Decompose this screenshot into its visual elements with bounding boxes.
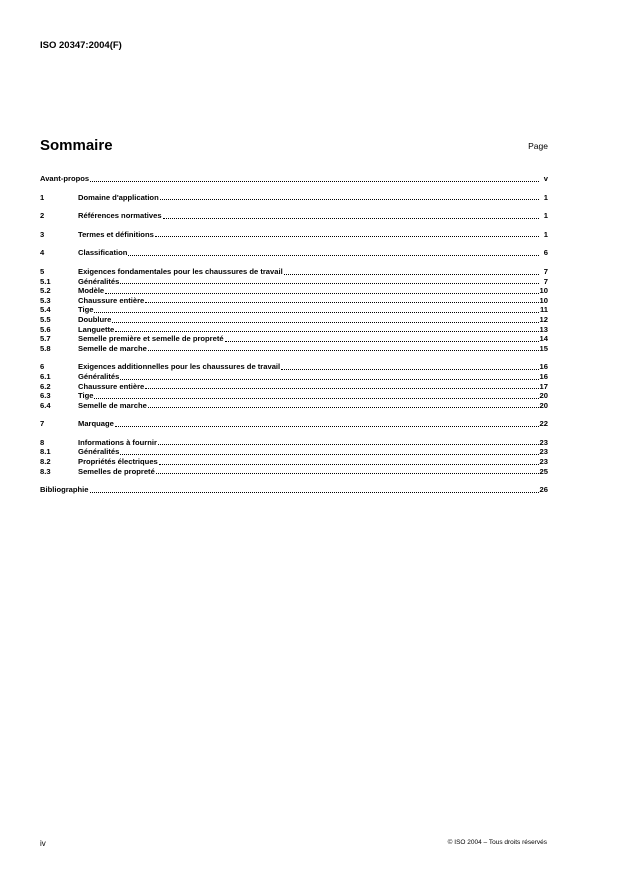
toc-dot-leader	[225, 340, 539, 342]
toc-entry-label: Classification	[78, 248, 128, 258]
toc-entry-page: 6	[543, 248, 548, 258]
toc-entry-number: 6.2	[40, 381, 51, 391]
toc-entry-number: 4	[40, 248, 45, 258]
toc-entry[interactable]	[40, 174, 548, 184]
toc-entry-number: 5.3	[40, 295, 51, 305]
toc-entry[interactable]	[40, 296, 548, 306]
toc-dot-leader	[156, 472, 539, 474]
toc-entry[interactable]	[40, 401, 548, 411]
toc-entry-label: Exigences fondamentales pour les chaussures de travail	[78, 266, 283, 276]
toc-dot-leader	[120, 378, 538, 380]
toc-entry-label: Généralités	[78, 276, 120, 286]
toc-section	[40, 362, 548, 410]
toc-section	[40, 193, 548, 203]
footer-copyright: © ISO 2004 – Tous droits réservés	[447, 839, 547, 846]
page-column-label: Page	[528, 141, 548, 151]
toc-entry[interactable]	[40, 485, 548, 495]
toc-entry[interactable]	[40, 372, 548, 382]
toc-entry-page: 13	[539, 324, 548, 334]
toc-entry-number: 6	[40, 362, 45, 372]
toc-entry[interactable]	[40, 467, 548, 477]
toc-entry-label: Termes et définitions	[78, 229, 154, 239]
toc-entry-label: Chaussure entière	[78, 295, 145, 305]
toc-entry[interactable]	[40, 248, 548, 258]
toc-entry-page: 23	[539, 437, 548, 447]
toc-entry[interactable]	[40, 305, 548, 315]
toc-entry[interactable]	[40, 391, 548, 401]
toc-section	[40, 174, 548, 184]
toc-entry-number: 5	[40, 266, 45, 276]
toc-entry[interactable]	[40, 344, 548, 354]
toc-dot-leader	[155, 235, 539, 237]
toc-entry-number: 8	[40, 437, 45, 447]
toc-dot-leader	[105, 292, 538, 294]
toc-entry[interactable]	[40, 286, 548, 296]
toc-dot-leader	[281, 368, 538, 370]
toc-entry-label: Informations à fournir	[78, 437, 157, 447]
toc-dot-leader	[94, 397, 538, 399]
toc-entry[interactable]	[40, 334, 548, 344]
toc-entry-label: Semelle de marche	[78, 400, 147, 410]
toc-entry-page: 11	[539, 305, 548, 315]
toc-dot-leader	[145, 387, 538, 389]
toc-section	[40, 438, 548, 476]
toc-entry-label: Tige	[78, 391, 94, 401]
toc-entry-label: Semelle première et semelle de propreté	[78, 334, 224, 344]
toc-entry-page: 26	[539, 485, 548, 495]
toc-entry-number: 5.2	[40, 286, 51, 296]
toc-entry[interactable]	[40, 362, 548, 372]
toc-entry-page: 7	[543, 266, 548, 276]
toc-entry-label: Références normatives	[78, 211, 162, 221]
toc-entry[interactable]	[40, 457, 548, 467]
toc-entry-label: Doublure	[78, 314, 112, 324]
toc-section	[40, 419, 548, 429]
footer-page-number: iv	[40, 839, 46, 848]
toc-entry-page: 25	[539, 466, 548, 476]
toc-entry-number: 8.3	[40, 466, 51, 476]
toc-entry[interactable]	[40, 211, 548, 221]
toc-dot-leader	[145, 301, 538, 303]
toc-entry[interactable]	[40, 447, 548, 457]
toc-entry-page: 17	[539, 381, 548, 391]
toc-dot-leader	[148, 406, 539, 408]
toc-entry-number: 6.1	[40, 371, 51, 381]
toc-dot-leader	[90, 491, 539, 493]
toc-entry-number: 5.1	[40, 276, 51, 286]
document-code: ISO 20347:2004(F)	[40, 40, 122, 51]
toc-entry-page: 12	[539, 314, 548, 324]
toc-dot-leader	[90, 180, 539, 182]
toc-entry-page: 7	[543, 276, 548, 286]
toc-section	[40, 230, 548, 240]
toc-entry[interactable]	[40, 325, 548, 335]
toc-entry-label: Exigences additionnelles pour les chaussures de travail	[78, 362, 281, 372]
toc-entry-page: 15	[539, 343, 548, 353]
toc-entry-label: Chaussure entière	[78, 381, 145, 391]
toc-entry-label: Modèle	[78, 286, 105, 296]
toc-entry-page: 1	[543, 192, 548, 202]
toc-entry-number: 6.4	[40, 400, 51, 410]
toc-entry-number: 6.3	[40, 391, 51, 401]
toc-entry-label: Languette	[78, 324, 115, 334]
toc-entry-number: 7	[40, 419, 45, 429]
toc-entry-label: Généralités	[78, 371, 120, 381]
toc-entry[interactable]	[40, 193, 548, 203]
toc-section	[40, 267, 548, 353]
toc-dot-leader	[158, 443, 539, 445]
toc-entry-number: 5.6	[40, 324, 51, 334]
toc-entry-number: 2	[40, 211, 45, 221]
toc-entry-page: 23	[539, 457, 548, 467]
toc-entry-number: 5.8	[40, 343, 51, 353]
toc-entry[interactable]	[40, 315, 548, 325]
toc-entry-number: 5.7	[40, 334, 51, 344]
table-of-contents	[40, 174, 548, 504]
toc-entry-label: Tige	[78, 305, 94, 315]
toc-entry[interactable]	[40, 277, 548, 287]
toc-section	[40, 248, 548, 258]
toc-entry[interactable]	[40, 419, 548, 429]
toc-dot-leader	[160, 198, 539, 200]
toc-entry[interactable]	[40, 267, 548, 277]
toc-entry-label: Avant-propos	[40, 174, 90, 183]
toc-entry-page: v	[543, 174, 548, 183]
toc-entry-number: 3	[40, 229, 45, 239]
toc-entry[interactable]	[40, 230, 548, 240]
toc-entry-number: 5.4	[40, 305, 51, 315]
toc-entry-label: Domaine d'application	[78, 192, 159, 202]
toc-section	[40, 485, 548, 495]
toc-entry-label: Marquage	[78, 419, 114, 429]
toc-entry-number: 1	[40, 192, 45, 202]
toc-entry-page: 16	[539, 362, 548, 372]
toc-entry-label: Semelles de propreté	[78, 466, 155, 476]
toc-entry-page: 16	[539, 371, 548, 381]
toc-entry-number: 8.1	[40, 447, 51, 457]
toc-dot-leader	[120, 282, 539, 284]
toc-dot-leader	[163, 217, 539, 219]
toc-entry-label: Généralités	[78, 447, 120, 457]
toc-dot-leader	[284, 273, 539, 275]
toc-entry-number: 5.5	[40, 314, 51, 324]
toc-entry-label: Bibliographie	[40, 485, 89, 495]
toc-entry-label: Propriétés électriques	[78, 457, 158, 467]
toc-dot-leader	[120, 453, 538, 455]
toc-dot-leader	[115, 330, 538, 332]
toc-entry[interactable]	[40, 438, 548, 448]
toc-entry-page: 20	[539, 391, 548, 401]
toc-dot-leader	[159, 463, 539, 465]
toc-entry-page: 23	[539, 447, 548, 457]
page-title: Sommaire	[40, 137, 113, 154]
toc-dot-leader	[148, 349, 539, 351]
toc-entry-number: 8.2	[40, 457, 51, 467]
toc-entry-page: 10	[539, 295, 548, 305]
toc-dot-leader	[115, 425, 539, 427]
toc-entry-page: 1	[543, 211, 548, 221]
toc-entry-page: 1	[543, 229, 548, 239]
toc-entry-page: 20	[539, 400, 548, 410]
toc-dot-leader	[94, 311, 538, 313]
toc-entry-page: 22	[539, 419, 548, 429]
toc-entry-page: 14	[539, 334, 548, 344]
toc-section	[40, 211, 548, 221]
toc-entry[interactable]	[40, 382, 548, 392]
toc-dot-leader	[112, 321, 538, 323]
toc-entry-page: 10	[539, 286, 548, 296]
toc-dot-leader	[128, 254, 539, 256]
toc-entry-label: Semelle de marche	[78, 343, 147, 353]
